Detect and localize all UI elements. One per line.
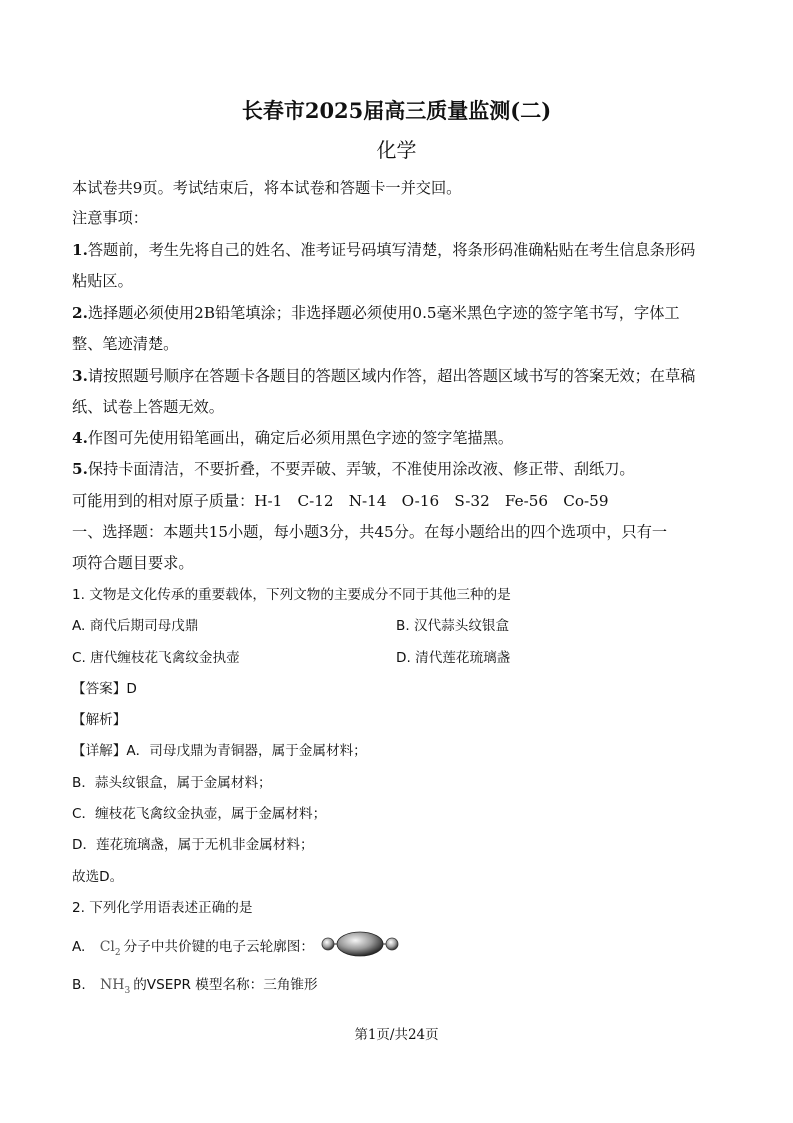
- option-a-label: A.: [72, 939, 86, 955]
- intro-line: 本试卷共9页。考试结束后，将本试卷和答题卡一并交回。: [72, 179, 462, 197]
- option-b-text: 的VSEPR 模型名称：三角锥形: [133, 977, 318, 993]
- question-2-option-a: [72, 931, 400, 963]
- question-1-stem: 1. 文物是文化传承的重要载体，下列文物的主要成分不同于其他三种的是: [72, 587, 511, 603]
- question-1-detail-a: 【详解】A．司母戊鼎为青铜器，属于金属材料；: [72, 743, 367, 759]
- question-1-option-c: C. 唐代缠枝花飞禽纹金执壶: [72, 650, 240, 666]
- notice-item-2: 2.选择题必须使用2B铅笔填涂；非选择题必须使用0.5毫米黑色字迹的签字笔书写，字体工: [72, 304, 680, 322]
- electron-cloud-diagram: [320, 931, 400, 963]
- subject-title: 化学: [376, 138, 417, 162]
- question-1-detail-c: C．缠枝花飞禽纹金执壶，属于金属材料；: [72, 806, 327, 822]
- notice-item-5: 5.保持卡面清洁，不要折叠，不要弄破、弄皱，不准使用涂改液、修正带、刮纸刀。: [72, 460, 635, 478]
- exam-title: 长春市2025届高三质量监测(二): [241, 98, 552, 123]
- option-b-label: B.: [72, 977, 86, 993]
- section-heading: 一、选择题：本题共15小题，每小题3分，共45分。在每小题给出的四个选项中，只有一: [72, 523, 668, 541]
- question-1-option-b: B. 汉代蒜头纹银盒: [396, 618, 510, 634]
- notice-item-1-cont: 粘贴区。: [72, 272, 133, 290]
- question-1-answer: 【答案】D: [72, 681, 137, 697]
- ammonia-formula: $NH_3$: [99, 977, 131, 996]
- question-1-option-a: A. 商代后期司母戊鼎: [72, 618, 199, 634]
- notice-item-3: 3.请按照题号顺序在答题卡各题目的答题区域内作答，超出答题区域书写的答案无效；在草稿: [72, 367, 696, 385]
- question-1-analysis-heading: 【解析】: [72, 712, 127, 728]
- atomic-masses: 可能用到的相对原子质量：H-1 C-12 N-14 O-16 S-32 Fe-56 Co-59: [72, 492, 609, 510]
- notice-item-2-cont: 整、笔迹清楚。: [72, 335, 179, 353]
- notice-item-1: 1.答题前，考生先将自己的姓名、准考证号码填写清楚，将条形码准确粘贴在考生信息条形码: [72, 241, 696, 259]
- question-1-detail-d: D．莲花琉璃盏，属于无机非金属材料；: [72, 837, 314, 853]
- question-2-stem: 2. 下列化学用语表述正确的是: [72, 900, 253, 916]
- page-number: 第1页/共24页: [354, 1027, 439, 1043]
- chlorine-formula: $Cl_2$: [99, 939, 121, 958]
- question-2-option-b: [72, 975, 318, 1001]
- option-a-text: 分子中共价键的电子云轮廓图：: [123, 939, 314, 955]
- question-1-conclusion: 故选D。: [72, 869, 124, 885]
- section-heading-cont: 项符合题目要求。: [72, 554, 194, 572]
- question-1-detail-b: B．蒜头纹银盒，属于金属材料；: [72, 775, 272, 791]
- notice-item-3-cont: 纸、试卷上答题无效。: [72, 398, 224, 416]
- notice-item-4: 4.作图可先使用铅笔画出，确定后必须用黑色字迹的签字笔描黑。: [72, 429, 514, 447]
- question-1-option-d: D. 清代莲花琉璃盏: [396, 650, 511, 666]
- notice-heading: 注意事项：: [72, 209, 148, 227]
